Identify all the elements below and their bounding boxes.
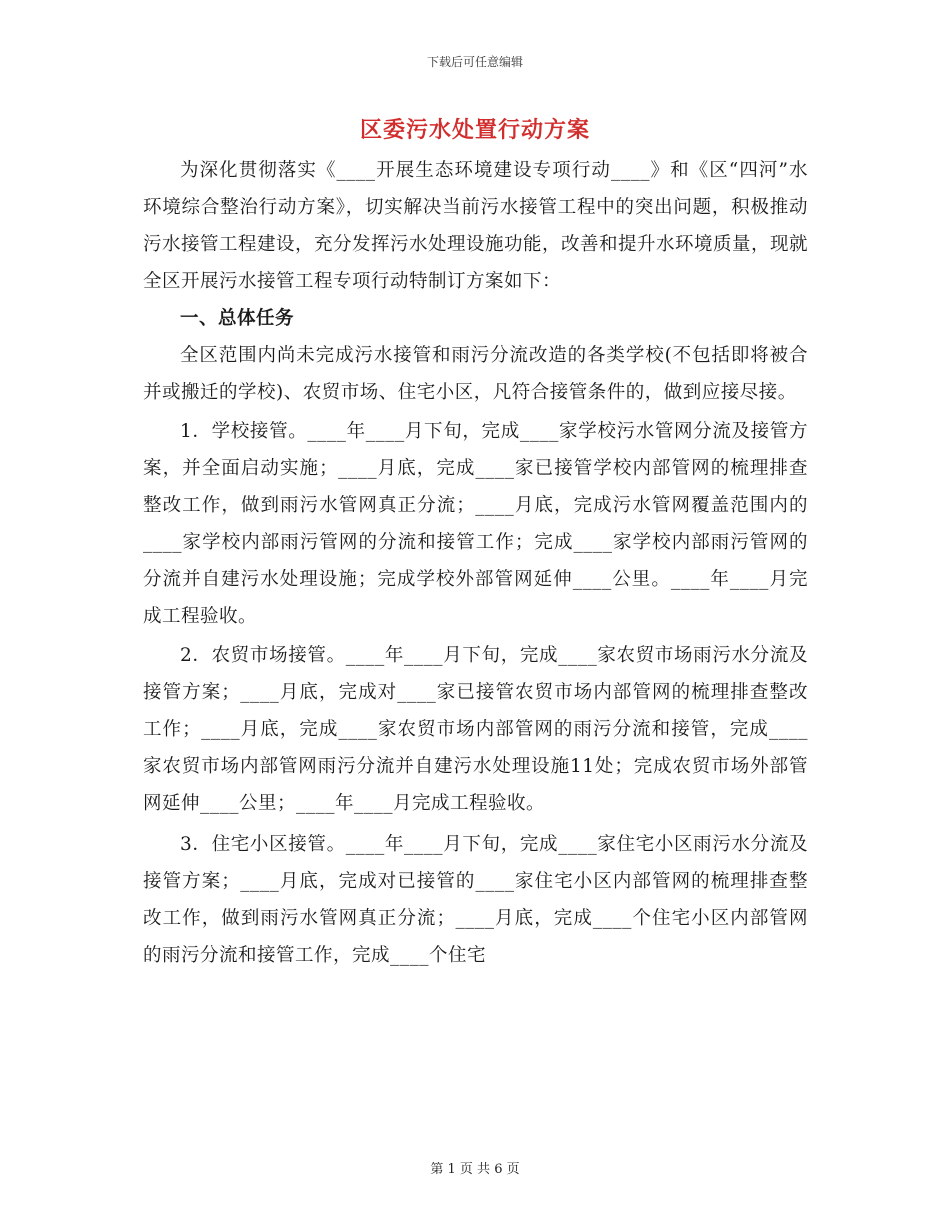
document-body [143, 152, 808, 974]
section-heading-overall-tasks: 一、总体任务 [180, 308, 295, 329]
item-market-connection: 2．农贸市场接管。____年____月下旬，完成____家农贸市场雨污水分流及接管方案；____月底，完成对____家已接管农贸市场内部管网的梳理排查整改工作；____月底，完成____家农贸市场内部管网的雨污分流和接管，完成____家农贸市场内部管网雨污分流并自建污水处理设施11处；完成农贸市场外部管网延伸____公里；____年____月完成工程验收。 [143, 645, 808, 814]
document-title: 区委污水处置行动方案 [359, 117, 590, 143]
item-school-connection: 1．学校接管。____年____月下旬，完成____家学校污水管网分流及接管方案，并全面启动实施；____月底，完成____家已接管学校内部管网的梳理排查整改工作，做到雨污水管网真正分流；____月底，完成污水管网覆盖范围内的____家学校内部雨污管网的分流和接管工作；完成____家学校内部雨污管网的分流并自建污水处理设施；完成学校外部管网延伸____公里。____年____月完成工程验收。 [143, 421, 808, 627]
page-header-note: 下载后可任意编辑 [426, 55, 523, 69]
intro-paragraph: 为深化贯彻落实《____开展生态环境建设专项行动____》和《区“四河”水环境综合整治行动方案》，切实解决当前污水接管工程中的突出问题，积极推动污水接管工程建设，充分发挥污水处理设施功能，改善和提升水环境质量，现就全区开展污水接管工程专项行动特制订方案如下： [143, 160, 809, 292]
page-number-footer: 第 1 页 共 6 页 [430, 1162, 520, 1177]
overall-tasks-paragraph: 全区范围内尚未完成污水接管和雨污分流改造的各类学校(不包括即将被合并或搬迁的学校)、农贸市场、住宅小区，凡符合接管条件的，做到应接尽接。 [143, 345, 808, 403]
item-residential-connection: 3．住宅小区接管。____年____月下旬，完成____家住宅小区雨污水分流及接管方案；____月底，完成对已接管的____家住宅小区内部管网的梳理排查整改工作，做到雨污水管网真正分流；____月底，完成____个住宅小区内部管网的雨污分流和接管工作，完成____个住宅 [143, 834, 808, 966]
